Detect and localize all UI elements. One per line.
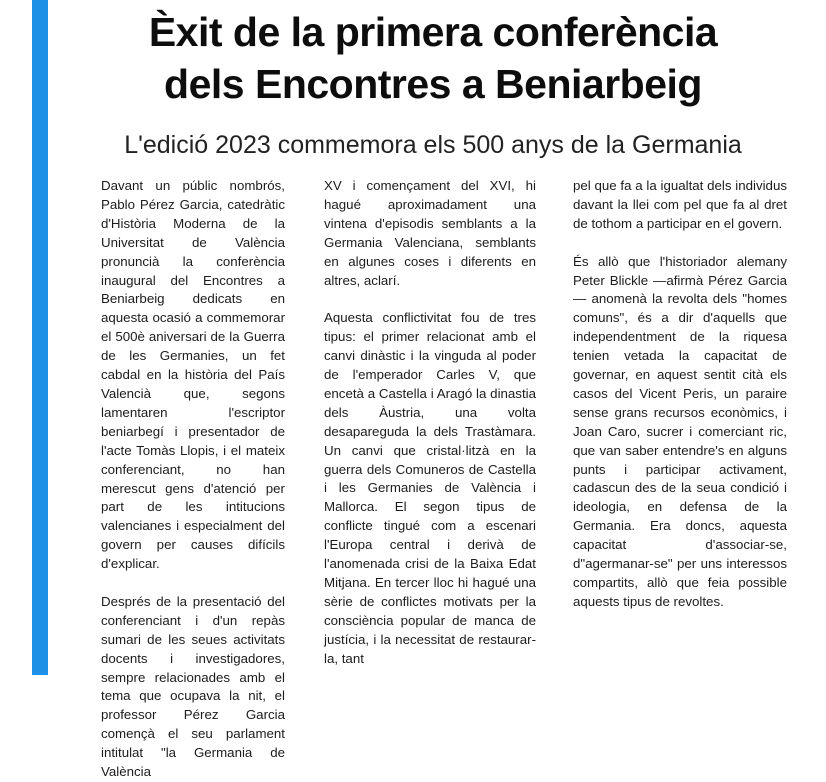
paragraph: És allò que l'historiador alemany Peter Blickle —afirmà Pérez Garcia— anomenà la revolta dels "homes comuns", és a dir d'aquells que independentment de la riquesa tenien vetada la capacitat de governar, en aquest sentit cità els casos del Vicent Peris, un paraire sense grans recursos econòmics, i Joan Caro, sucrer i comerciant ric, que van saber entendre's en alguns punts i participar activament, cadascun des de la seua condició i ideologia, en defensa de la Germania. Era doncs, aquesta capacitat d'associar-se, d"agermanar-se" per uns interessos compartits, allò que feia possible aquests tipus de revoltes. bbox=[573, 253, 787, 609]
accent-bar bbox=[32, 0, 48, 675]
article-subheadline: L'edició 2023 commemora els 500 anys de la Germania bbox=[124, 131, 742, 159]
paragraph: XV i començament del XVI, hi hagué aproximadament una vintena d'episodis semblants a la Germania Valenciana, semblants en algunes coses i diferents en altres, aclarí. bbox=[324, 178, 536, 288]
article-column-1 bbox=[101, 177, 285, 780]
paragraph: Aquesta conflictivitat fou de tres tipus: el primer relacionat amb el canvi dinàstic i la vinguda al poder de l'emperador Carles V, que encetà a Castella i Aragó la dinastia dels Àustria, una volta desapareguda la dels Trastàmara. Un canvi que cristal·litzà en la guerra dels Comuneros de Castella i les Germanies de València i Mallorca. El segon tipus de conflicte tingué com a escenari l'Europa central i derivà de l'anomenada crisi de la Baixa Edat Mitjana. En tercer lloc hi hagué una sèrie de conflictes motivats per la consciència popular de manca de justícia, i la necessitat de restaurar-la, tant bbox=[324, 310, 536, 666]
headline-line-1: Èxit de la primera conferència bbox=[148, 9, 718, 55]
paragraph: Davant un públic nombrós, Pablo Pérez Garcia, catedràtic d'Història Moderna de la Universitat de València pronuncià la conferència inaugural del Encontres a Beniarbeig dedicats en aquesta ocasió a commemorar el 500è aniversari de la Guerra de les Germanies, un fet cabdal en la història del País Valencià que, segons lamentaren l'escriptor beniarbegí i presentador de l'acte Tomàs Llopis, i el mateix conferenciant, no han merescut gens d'atenció per part de les intitucions valencianes i especialment del govern per causes difícils d'explicar. bbox=[101, 178, 285, 572]
article-column-2 bbox=[324, 177, 536, 675]
paragraph: Després de la presentació del conferenciant i d'un repàs sumari de les seues activitats docents i investigadores, sempre relacionades amb el tema que ocupava la nit, el professor Pérez Garcia començà el seu parlament intitulat "la Germania de València bbox=[101, 593, 285, 780]
headline-line-2: dels Encontres a Beniarbeig bbox=[164, 61, 702, 107]
article-column-3 bbox=[573, 177, 787, 675]
paragraph: pel que fa a la igualtat dels individus davant la llei com pel que fa al dret de tothom a participar en el govern. bbox=[573, 178, 787, 231]
article-headline bbox=[60, 6, 806, 110]
